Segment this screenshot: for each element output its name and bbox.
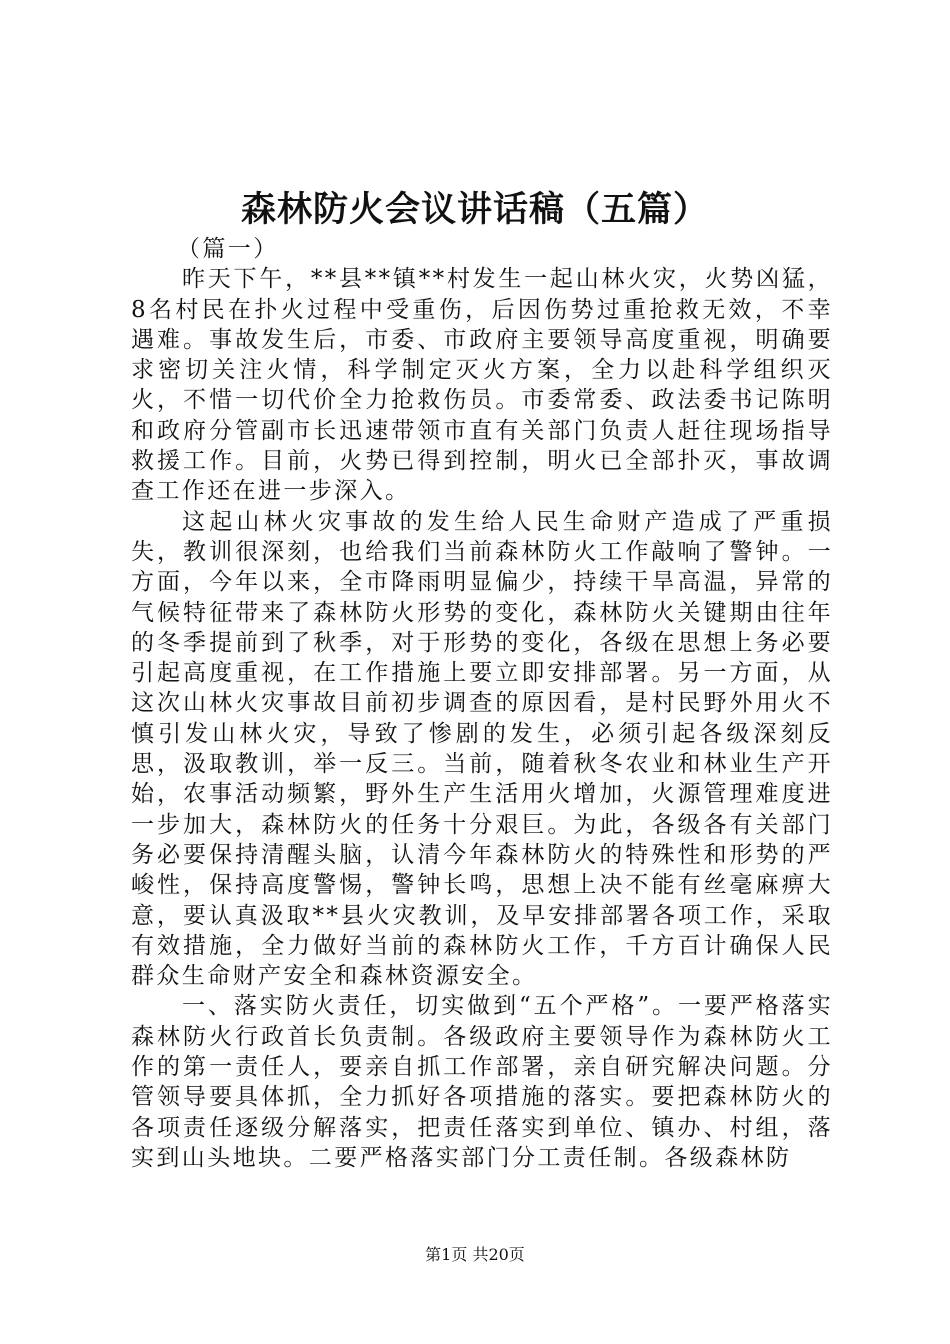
paragraph: 昨天下午，**县**镇**村发生一起山林火灾，火势凶猛，8名村民在扑火过程中受重伤，后因伤势过重抢救无效，不幸遇难。事故发生后，市委、市政府主要领导高度重视，明确要求密切关注火情，科学制定灭火方案，全力以赴科学组织灭火，不惜一切代价全力抢救伤员。市委常委、政法委书记陈明和政府分管副市长迅速带领市直有关部门负责人赶往现场指导救援工作。目前，火势已得到控制，明火已全部扑灭，事故调查工作还在进一步深入。 bbox=[131, 266, 833, 505]
section-label: （篇一） bbox=[177, 236, 279, 262]
document-title: 森林防火会议讲话稿（五篇） bbox=[240, 189, 709, 230]
paragraph: 一、落实防火责任，切实做到“五个严格”。一要严格落实森林防火行政首长负责制。各级政府主要领导作为森林防火工作的第一责任人，要亲自抓工作部署，亲自研究解决问题。分管领导要具体抓，全力抓好各项措施的落实。要把森林防火的各项责任逐级分解落实，把责任落实到单位、镇办、村组，落实到山头地块。二要严格落实部门分工责任制。各级森林防 bbox=[131, 993, 833, 1171]
paragraph: 这起山林火灾事故的发生给人民生命财产造成了严重损失，教训很深刻，也给我们当前森林防火工作敲响了警钟。一方面，今年以来，全市降雨明显偏少，持续干旱高温，异常的气候特征带来了森林防火形势的变化，森林防火关键期由往年的冬季提前到了秋季，对于形势的变化，各级在思想上务必要引起高度重视，在工作措施上要立即安排部署。另一方面，从这次山林火灾事故目前初步调查的原因看，是村民野外用火不慎引发山林火灾，导致了惨剧的发生，必须引起各级深刻反思，汲取教训，举一反三。当前，随着秋冬农业和林业生产开始，农事活动频繁，野外生产生活用火增加，火源管理难度进一步加大，森林防火的任务十分艰巨。为此，各级各有关部门务必要保持清醒头脑，认清今年森林防火的特殊性和形势的严峻性，保持高度警惕，警钟长鸣，思想上决不能有丝毫麻痹大意，要认真汲取**县火灾教训，及早安排部署各项工作，采取有效措施，全力做好当前的森林防火工作，千方百计确保人民群众生命财产安全和森林资源安全。 bbox=[131, 508, 833, 990]
page-footer: 第1页 共20页 bbox=[425, 1245, 525, 1264]
document-body bbox=[131, 234, 833, 1173]
